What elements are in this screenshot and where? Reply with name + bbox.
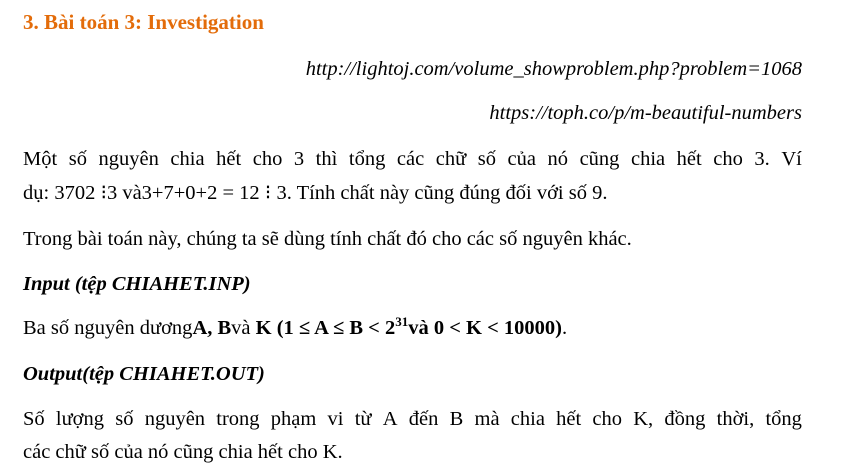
input-and: và bbox=[231, 317, 256, 339]
input-heading: Input (tệp CHIAHET.INP) bbox=[23, 273, 251, 295]
input-vars-ab: A, B bbox=[192, 317, 232, 339]
intro-line-2: dụ: 3702 ⁝3 và3+7+0+2 = 12 ⁝ 3. Tính chất này cũng đúng đối với số 9. bbox=[23, 182, 608, 204]
paragraph-2: Trong bài toán này, chúng ta sẽ dùng tính chất đó cho các số nguyên khác. bbox=[23, 228, 632, 250]
output-line-1 bbox=[23, 409, 802, 430]
word: cho bbox=[713, 148, 743, 170]
toph-link[interactable]: https://toph.co/p/m-beautiful-numbers bbox=[489, 102, 802, 124]
input-var-k: K bbox=[255, 317, 272, 339]
word: hết bbox=[676, 148, 702, 170]
word: số bbox=[477, 148, 496, 170]
word: đến bbox=[408, 408, 439, 430]
word: chia bbox=[630, 148, 666, 170]
intro-line-1 bbox=[23, 149, 802, 170]
word: 3 bbox=[293, 148, 305, 170]
word: tổng bbox=[765, 408, 802, 430]
word: chia bbox=[170, 148, 205, 170]
word: từ bbox=[354, 408, 372, 430]
word: các bbox=[396, 148, 425, 170]
word: A bbox=[382, 408, 398, 430]
input-prefix: Ba số nguyên dương bbox=[23, 317, 193, 339]
word: hết bbox=[216, 148, 242, 170]
word: B bbox=[449, 408, 464, 430]
word: nguyên bbox=[144, 408, 206, 430]
word: phạm bbox=[270, 408, 317, 430]
word: tổng bbox=[348, 148, 386, 170]
word: thời, bbox=[716, 408, 755, 430]
word: K, bbox=[633, 408, 654, 430]
word: đồng bbox=[664, 408, 706, 430]
word: nguyên bbox=[98, 148, 159, 170]
input-period: . bbox=[561, 317, 568, 339]
word: cho bbox=[592, 408, 623, 430]
word: số bbox=[68, 148, 87, 170]
word: cũng bbox=[579, 148, 620, 170]
word: cho bbox=[252, 148, 283, 170]
input-description bbox=[23, 314, 568, 339]
word: của bbox=[507, 148, 536, 170]
lightoj-link[interactable]: http://lightoj.com/volume_showproblem.php?problem=1068 bbox=[305, 58, 802, 80]
word: mà bbox=[474, 408, 500, 430]
word: Một bbox=[23, 148, 58, 170]
word: Số bbox=[23, 408, 45, 430]
word: chia bbox=[510, 408, 545, 430]
output-line-2: các chữ số của nó cũng chia hết cho K. bbox=[23, 441, 343, 463]
input-constraint-start: (1 ≤ A ≤ B < 2 bbox=[271, 317, 396, 339]
section-heading: 3. Bài toán 3: Investigation bbox=[23, 10, 264, 34]
word: trong bbox=[216, 408, 260, 430]
word: 3. bbox=[754, 148, 770, 170]
word: Ví bbox=[781, 148, 802, 170]
input-exponent: 31 bbox=[395, 314, 409, 330]
word: số bbox=[115, 408, 134, 430]
input-constraint-end: và 0 < K < 10000) bbox=[408, 317, 562, 339]
word: hết bbox=[556, 408, 582, 430]
word: chữ bbox=[435, 148, 467, 170]
word: thì bbox=[315, 148, 338, 170]
word: vi bbox=[327, 408, 344, 430]
output-heading: Output(tệp CHIAHET.OUT) bbox=[23, 363, 265, 385]
word: nó bbox=[547, 148, 569, 170]
word: lượng bbox=[55, 408, 105, 430]
